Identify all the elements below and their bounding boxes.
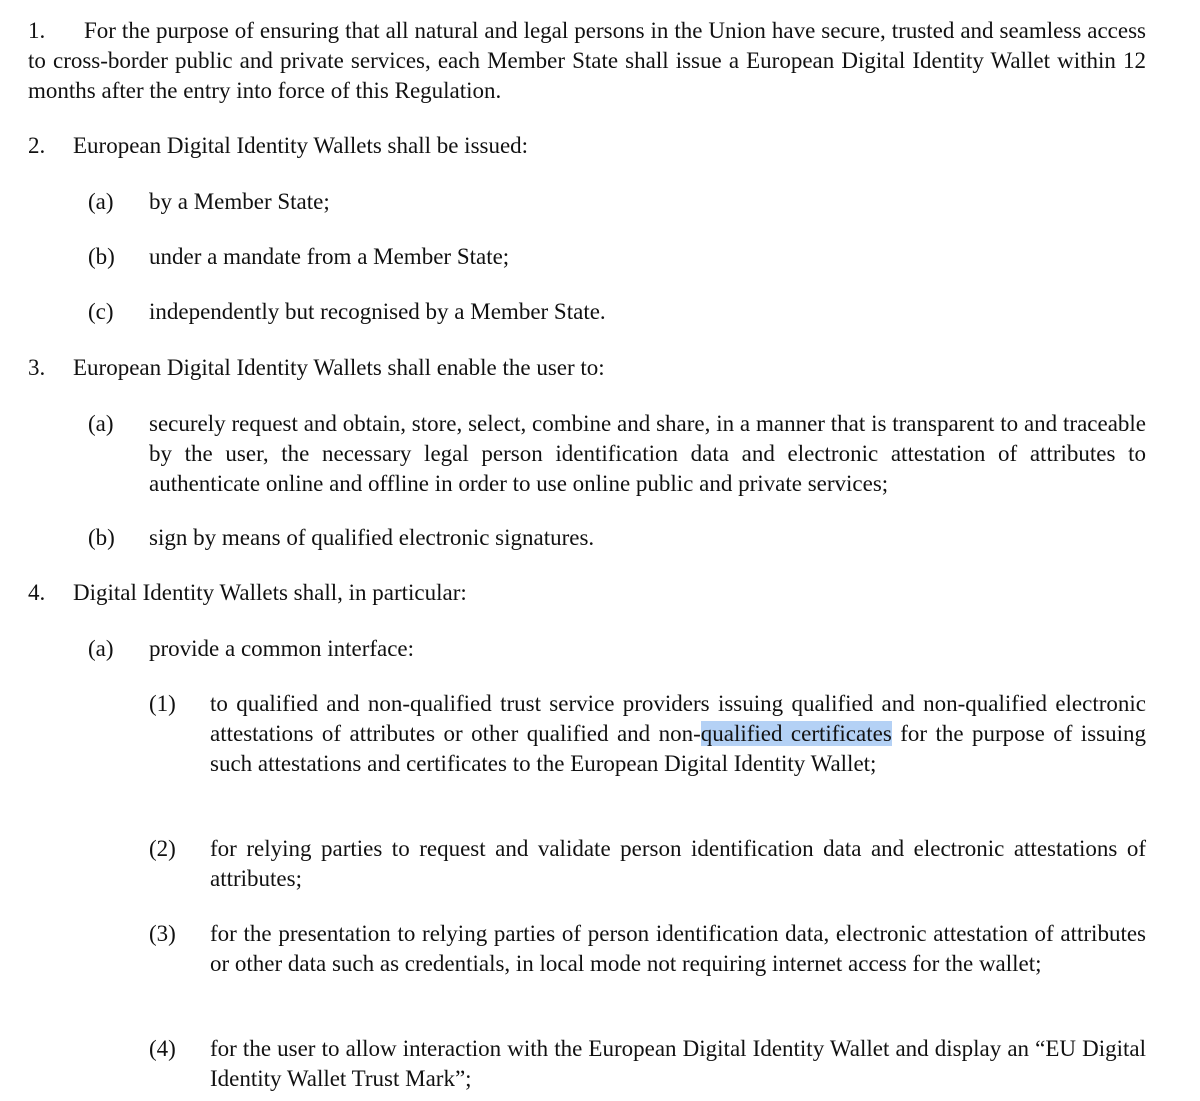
paragraph-4-sub-item-3-label: (3) xyxy=(149,921,176,946)
paragraph-4-sub-item-4-text: for the user to allow interaction with the European Digital Identity Wallet and display an “EU Digital Identity Wallet Trust Mark”; xyxy=(210,1036,1146,1091)
paragraph-3-number: 3. xyxy=(28,355,46,380)
sub-item-1-text-after: for the purpose of issuing such attestations and certificates to the European Digital Identity Wallet; xyxy=(210,721,1146,776)
paragraph-2-item-a xyxy=(0,187,1200,217)
paragraph-4-number: 4. xyxy=(28,580,46,605)
paragraph-2-item-c-label: (c) xyxy=(88,299,114,324)
paragraph-4-sub-item-2-text: for relying parties to request and validate person identification data and electronic attestations of attributes; xyxy=(210,836,1146,891)
paragraph-4-text: Digital Identity Wallets shall, in particular: xyxy=(73,580,467,605)
paragraph-1 xyxy=(0,16,1200,108)
paragraph-2-item-c-text: independently but recognised by a Member State. xyxy=(149,299,606,324)
paragraph-4-sub-item-2-label: (2) xyxy=(149,836,176,861)
paragraph-3-item-a-text: securely request and obtain, store, select, combine and share, in a manner that is transparent to and traceable by the user, the necessary legal person identification data and electronic attestation of attributes to authenticate online and offline in order to use online public and private services; xyxy=(149,411,1146,496)
paragraph-4-item-a-text: provide a common interface: xyxy=(149,636,415,661)
paragraph-1-number: 1. xyxy=(28,18,46,43)
paragraph-1-text: For the purpose of ensuring that all natural and legal persons in the Union have secure, trusted and seamless access to cross-border public and private services, each Member State shall issue a European Digital Identity Wallet within 12 months after the entry into force of this Regulation. xyxy=(28,18,1146,103)
paragraph-4-item-a-label: (a) xyxy=(88,636,114,661)
paragraph-2-item-c xyxy=(0,297,1200,327)
paragraph-3-item-a xyxy=(0,409,1200,501)
paragraph-3-item-b-text: sign by means of qualified electronic signatures. xyxy=(149,525,595,550)
paragraph-3-item-b xyxy=(0,523,1200,553)
paragraph-4-sub-item-2 xyxy=(0,834,1200,896)
paragraph-3-item-b-label: (b) xyxy=(88,525,115,550)
paragraph-2-item-b-label: (b) xyxy=(88,244,115,269)
paragraph-4-sub-item-1-label: (1) xyxy=(149,691,176,716)
paragraph-3 xyxy=(0,353,1200,383)
paragraph-2-text: European Digital Identity Wallets shall be issued: xyxy=(73,133,529,158)
paragraph-4-item-a xyxy=(0,634,1200,664)
paragraph-3-text: European Digital Identity Wallets shall enable the user to: xyxy=(73,355,605,380)
paragraph-2-number: 2. xyxy=(28,133,46,158)
sub-item-1-text-before: to qualified and non-qualified trust service providers issuing qualified and non-qualified electronic attestations of attributes or other qualified and non- xyxy=(210,691,1146,746)
paragraph-4-sub-item-4 xyxy=(0,1034,1200,1096)
paragraph-4-sub-item-3 xyxy=(0,919,1200,1011)
paragraph-4-sub-item-4-label: (4) xyxy=(149,1036,176,1061)
paragraph-2-item-a-text: by a Member State; xyxy=(149,189,330,214)
paragraph-4-sub-item-1 xyxy=(0,689,1200,811)
paragraph-4-sub-item-3-text: for the presentation to relying parties of person identification data, electronic attestation of attributes or other data such as credentials, in local mode not requiring internet access for the wallet; xyxy=(210,921,1146,976)
selected-text-highlight[interactable]: qualified certificates xyxy=(700,721,892,746)
paragraph-2-item-a-label: (a) xyxy=(88,189,114,214)
paragraph-2-item-b xyxy=(0,242,1200,272)
paragraph-4 xyxy=(0,578,1200,608)
paragraph-4-sub-item-1-text xyxy=(210,689,1146,779)
paragraph-3-item-a-label: (a) xyxy=(88,411,114,436)
paragraph-2-item-b-text: under a mandate from a Member State; xyxy=(149,244,510,269)
